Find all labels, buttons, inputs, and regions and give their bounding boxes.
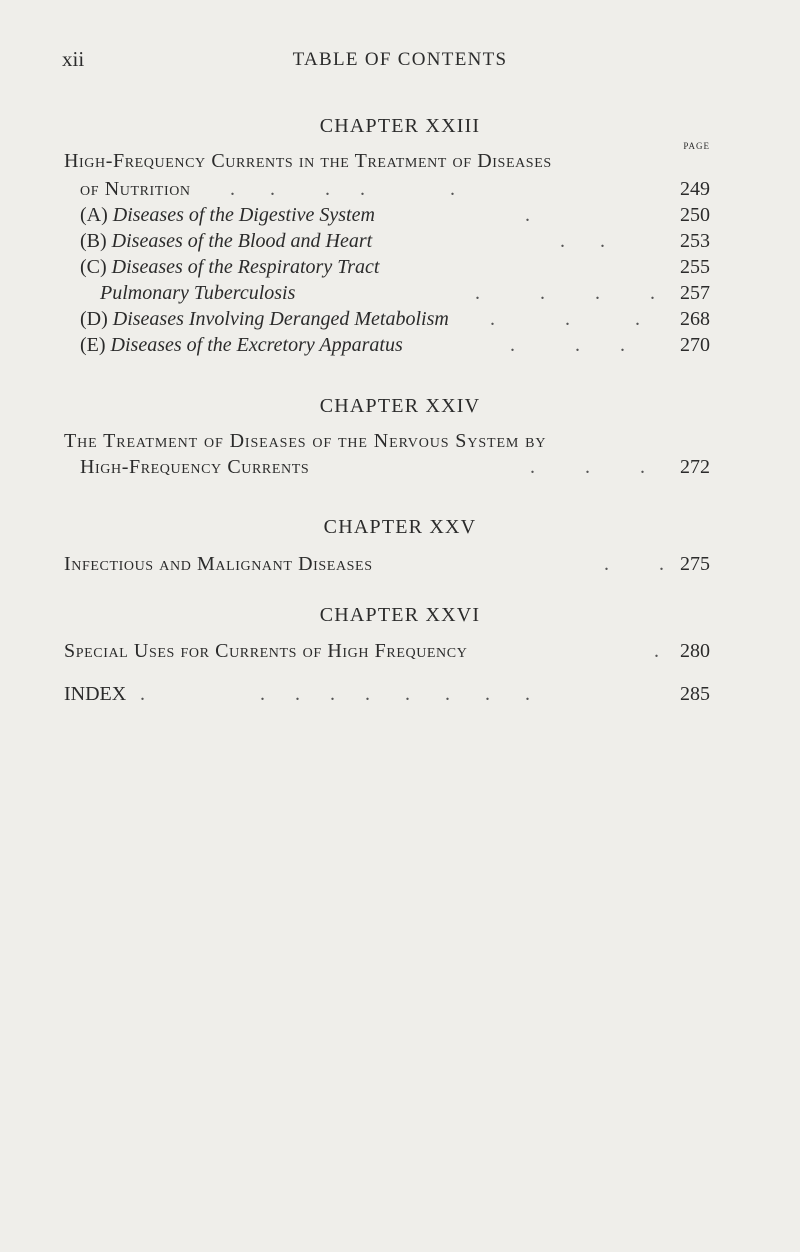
subsection-title: Diseases of the Excretory Apparatus [110, 334, 403, 356]
running-head [0, 47, 800, 71]
page-number: 249 [680, 178, 710, 200]
toc-subentry-b[interactable] [80, 230, 710, 254]
page-folio: xii [62, 47, 85, 71]
leader-dots: . . . [510, 334, 625, 356]
leader-dots: . . . . . [230, 178, 455, 200]
chapter-heading-xxiv: CHAPTER XXIV [319, 395, 481, 417]
page-number: 257 [680, 282, 710, 304]
page-number: 250 [680, 204, 710, 226]
subsection-label: (C) [80, 256, 107, 278]
toc-entry-index[interactable] [64, 683, 710, 707]
chapter-heading-xxvi: CHAPTER XXVI [319, 604, 481, 626]
chapter-title: High-Frequency Currents in the Treatment of Diseases [64, 150, 552, 172]
subsection-title: Diseases of the Digestive System [112, 204, 375, 226]
page-number: 255 [680, 256, 710, 278]
toc-subentry-pulmonary-tuberculosis[interactable] [100, 282, 710, 306]
chapter-heading-xxiii: CHAPTER XXIII [319, 115, 481, 137]
chapter-title: Infectious and Malignant Diseases [64, 553, 373, 575]
toc-subentry-e[interactable] [80, 334, 710, 358]
subsection-label: (B) [80, 230, 107, 252]
subsection-label: (D) [80, 308, 108, 330]
page-column-label: PAGE [683, 141, 710, 151]
toc-subentry-c[interactable] [80, 256, 710, 280]
toc-entry-chapter-xxv[interactable] [64, 553, 710, 577]
toc-entry-chapter-xxiv[interactable] [80, 456, 710, 480]
toc-entry-chapter-xxvi[interactable] [64, 640, 710, 664]
page-number: 275 [680, 553, 710, 575]
subsection-title: Diseases Involving Deranged Metabolism [112, 308, 449, 330]
leader-dots: . . [604, 553, 664, 575]
page-number: 270 [680, 334, 710, 356]
subsection-title: Diseases of the Blood and Heart [111, 230, 373, 252]
page-number: 253 [680, 230, 710, 252]
leader-dots: . [654, 640, 659, 662]
page-number: 272 [680, 456, 710, 478]
subsection-label: (A) [80, 204, 108, 226]
leader-dots: . [525, 204, 530, 226]
leader-dots: . . . . [475, 282, 655, 304]
toc-subentry-a[interactable] [80, 204, 710, 228]
page-number: 268 [680, 308, 710, 330]
chapter-xxiii-title-line1 [64, 150, 710, 174]
leader-dots: . . . [490, 308, 640, 330]
toc-subentry-d[interactable] [80, 308, 710, 332]
page-number: 285 [680, 683, 710, 705]
leader-dots: . . [560, 230, 605, 252]
toc-entry-chapter-xxiii[interactable] [80, 178, 710, 202]
chapter-title-continued: of Nutrition [80, 178, 191, 200]
leader-dots: . . . [530, 456, 645, 478]
chapter-heading-xxv: CHAPTER XXV [323, 516, 477, 538]
chapter-title: The Treatment of Diseases of the Nervous System by [64, 430, 547, 452]
index-label: INDEX [64, 683, 127, 705]
subsection-title: Pulmonary Tuberculosis [100, 282, 296, 304]
chapter-title: Special Uses for Currents of High Frequency [64, 640, 468, 662]
subsection-title: Diseases of the Respiratory Tract [111, 256, 380, 278]
subsection-label: (E) [80, 334, 106, 356]
chapter-xxiv-title-line1 [64, 430, 710, 454]
leader-dots: . . . . . . . . . [140, 683, 530, 705]
chapter-title-continued: High-Frequency Currents [80, 456, 310, 478]
page-number: 280 [680, 640, 710, 662]
running-title: TABLE OF CONTENTS [292, 49, 508, 70]
